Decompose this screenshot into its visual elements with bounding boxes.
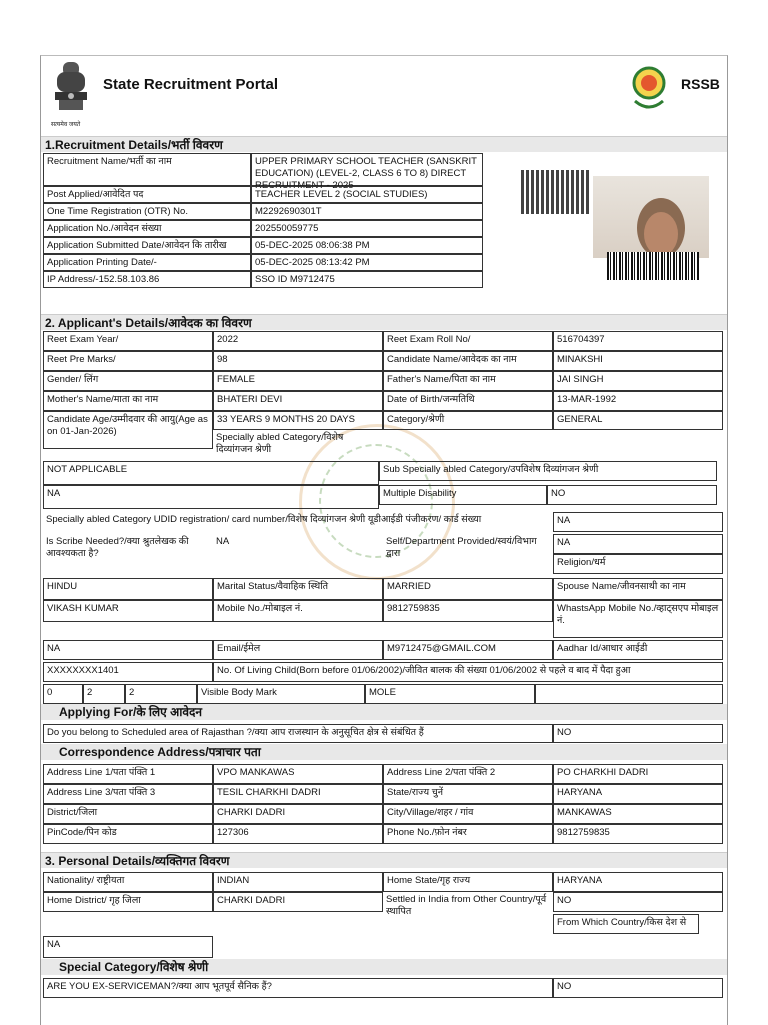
address-l3-l: Address Line 3/पता पंक्ति 3 [43,784,213,804]
applicant-subspab-label: Sub Specially abled Category/उपविशेष दिव्यांगजन श्रेणी [379,461,717,481]
applicant-spouse-l: Spouse Name/जीवनसाथी का नाम [553,578,723,600]
section-correspondence-address: Correspondence Address/पत्राचार पता [41,744,727,760]
address-l2-l: Address Line 2/पता पंक्ति 2 [383,764,553,784]
section-applicant-details: 2. Applicant's Details/आवेदक का विवरण [41,314,727,330]
applicant-scribe-value: NA [216,536,230,547]
address-l3-v: TESIL CHARKHI DADRI [213,784,383,804]
applicant-spouse-value: VIKASH KUMAR [43,600,213,622]
applicant-spab-label: Specially abled Category/विशेष दिव्यांगजन श्रेणी [216,432,344,455]
recruitment-value-3: 202550059775 [251,220,483,237]
recruitment-label-5: Application Printing Date/- [43,254,251,271]
applicant-reet-roll-v: 516704397 [553,331,723,351]
recruitment-value-1: TEACHER LEVEL 2 (SOCIAL STUDIES) [251,186,483,203]
emblem-caption: सत्यमेव जयते [51,122,81,128]
applicant-reet-roll-l: Reet Exam Roll No/ [383,331,553,351]
brand-name: RSSB [681,76,720,92]
scheduled-area-question: Do you belong to Scheduled area of Rajasthan ?/क्या आप राजस्थान के अनुसूचित क्षेत्र से संबंधित हैं [43,724,553,743]
personal-settled-value: NO [553,892,723,912]
applicant-dob-l: Date of Birth/जन्मतिथि [383,391,553,411]
recruitment-label-6: IP Address/-152.58.103.86 [43,271,251,288]
address-l1-v: VPO MANKAWAS [213,764,383,784]
applicant-reet-year-v: 2022 [213,331,383,351]
applicant-selfdept-value: NA [553,534,723,554]
section-special-category: Special Category/विशेष श्रेणी [41,959,727,975]
applicant-cand-name-l: Candidate Name/आवेदक का नाम [383,351,553,371]
applicant-multi-value: NO [547,485,717,505]
applicant-marital-l: Marital Status/वैवाहिक स्थिति [213,578,383,600]
address-l1-l: Address Line 1/पता पंक्ति 1 [43,764,213,784]
recruitment-label-0: Recruitment Name/भर्ती का नाम [43,153,251,186]
applicant-email-l: Email/ईमेल [213,640,383,660]
recruitment-label-4: Application Submitted Date/आवेदन कि तारीख [43,237,251,254]
applicant-cand-name-v: MINAKSHI [553,351,723,371]
applicant-aadhar-l: Aadhar Id/आधार आईडी [553,640,723,660]
applicant-child-value-2: 2 [83,684,125,704]
applicant-mobile-label: Mobile No./मोबाइल नं. [213,600,383,622]
personal-nat-v: INDIAN [213,872,383,892]
address-dist-v: CHARKI DADRI [213,804,383,824]
applicant-scribe-label: Is Scribe Needed?/क्या श्रुतलेखक की आवश्यकता है? [46,536,189,559]
recruitment-label-2: One Time Registration (OTR) No. [43,203,251,220]
address-dist-l: District/जिला [43,804,213,824]
section-applying-for: Applying For/के लिए आवेदन [41,704,727,720]
applicant-category-label: Category/श्रेणी [383,411,553,430]
recruitment-value-5: 05-DEC-2025 08:13:42 PM [251,254,483,271]
applicant-subspab-value: NA [43,485,379,509]
personal-hd-value: CHARKI DADRI [213,892,383,912]
applicant-age-label: Candidate Age/उम्मीदवार की आयु(Age as on 01-Jan-2026) [43,411,213,449]
portal-title: State Recruitment Portal [103,76,279,93]
applicant-gender-l: Gender/ लिंग [43,371,213,391]
recruitment-value-0: UPPER PRIMARY SCHOOL TEACHER (SANSKRIT EDUCATION) (LEVEL-2, CLASS 6 TO 8) DIRECT RECRUITMENT - 2025 [251,153,483,186]
applicant-marital-v: MARRIED [383,578,553,600]
address-state-v: HARYANA [553,784,723,804]
recruitment-value-2: M2292690301T [251,203,483,220]
national-emblem-icon [49,60,93,122]
address-l2-v: PO CHARKHI DADRI [553,764,723,784]
applicant-reet-year-l: Reet Exam Year/ [43,331,213,351]
applicant-father-v: JAI SINGH [553,371,723,391]
address-pin-l: PinCode/पिन कोड [43,824,213,844]
applicant-selfdept-label: Self/Department Provided/स्वयं/विभाग द्वारा [386,536,537,559]
personal-hs-v: HARYANA [553,872,723,892]
applicant-mother-v: BHATERI DEVI [213,391,383,411]
applicant-child-label: No. Of Living Child(Born before 01/06/2002)/जीवित बालक की संख्या 01/06/2002 से पहले व बाद में पैदा हुआ [213,662,723,682]
qr-code-icon [521,170,589,214]
rssb-logo-icon [631,61,667,115]
applicant-whatsapp-label: WhastsApp Mobile No./व्हाट्सएप मोबाइल नं. [553,600,723,638]
applicant-religion-label: Religion/धर्म [553,554,723,574]
applicant-mark-label: Visible Body Mark [197,684,365,704]
applicant-blank-cell [535,684,723,704]
address-phone-v: 9812759835 [553,824,723,844]
applicant-child-value-3: 2 [125,684,197,704]
applicant-udid-value: NA [553,512,723,532]
personal-nat-l: Nationality/ राष्ट्रीयता [43,872,213,892]
applicant-pre-marks-v: 98 [213,351,383,371]
applicant-father-l: Father's Name/पिता का नाम [383,371,553,391]
personal-hs-l: Home State/गृह राज्य [383,872,553,892]
applicant-multi-label: Multiple Disability [379,485,547,505]
applicant-religion-v: HINDU [43,578,213,600]
applicant-mark-value: MOLE [365,684,535,704]
applicant-mobile-value: 9812759835 [383,600,553,622]
address-phone-l: Phone No./फ़ोन नंबर [383,824,553,844]
address-pin-v: 127306 [213,824,383,844]
ex-serviceman-question: ARE YOU EX-SERVICEMAN?/क्या आप भूतपूर्व सैनिक हैं? [43,978,553,998]
applicant-aadhar-value: XXXXXXXX1401 [43,662,213,682]
section-personal-details: 3. Personal Details/व्यक्तिगत विवरण [41,852,727,868]
applicant-udid-label: Specially abled Category UDID registration/ card number/विशेष दिव्यांगजन श्रेणी यूडीआईडी पंजीकरण/ कार्ड संख्या [46,514,482,525]
applicant-child-value-1: 0 [43,684,83,704]
recruitment-label-1: Post Applied/आवेदित पद [43,186,251,203]
address-city-v: MANKAWAS [553,804,723,824]
applicant-email-v: M9712475@GMAIL.COM [383,640,553,660]
scheduled-area-answer: NO [553,724,723,743]
application-page [40,55,728,1025]
applicant-whatsapp-v: NA [43,640,213,660]
applicant-mother-l: Mother's Name/माता का नाम [43,391,213,411]
ex-serviceman-answer: NO [553,978,723,998]
recruitment-label-3: Application No./आवेदन संख्या [43,220,251,237]
applicant-spab-value: NOT APPLICABLE [43,461,379,485]
applicant-dob-v: 13-MAR-1992 [553,391,723,411]
recruitment-value-6: SSO ID M9712475 [251,271,483,288]
barcode-icon [607,252,699,280]
address-state-l: State/राज्य चुनें [383,784,553,804]
applicant-age-value: 33 YEARS 9 MONTHS 20 DAYS [213,411,383,430]
personal-country-value: NA [43,936,213,958]
applicant-photo [593,176,709,258]
applicant-gender-v: FEMALE [213,371,383,391]
applicant-pre-marks-l: Reet Pre Marks/ [43,351,213,371]
section-recruitment-details: 1.Recruitment Details/भर्ती विवरण [41,136,727,152]
recruitment-value-4: 05-DEC-2025 08:06:38 PM [251,237,483,254]
personal-country-label: From Which Country/किस देश से [553,914,699,934]
personal-hd-label: Home District/ गृह जिला [43,892,213,912]
applicant-category-value: GENERAL [553,411,723,430]
address-city-l: City/Village/शहर / गांव [383,804,553,824]
personal-settled-label: Settled in India from Other Country/पूर्व स्थापित [386,894,547,917]
